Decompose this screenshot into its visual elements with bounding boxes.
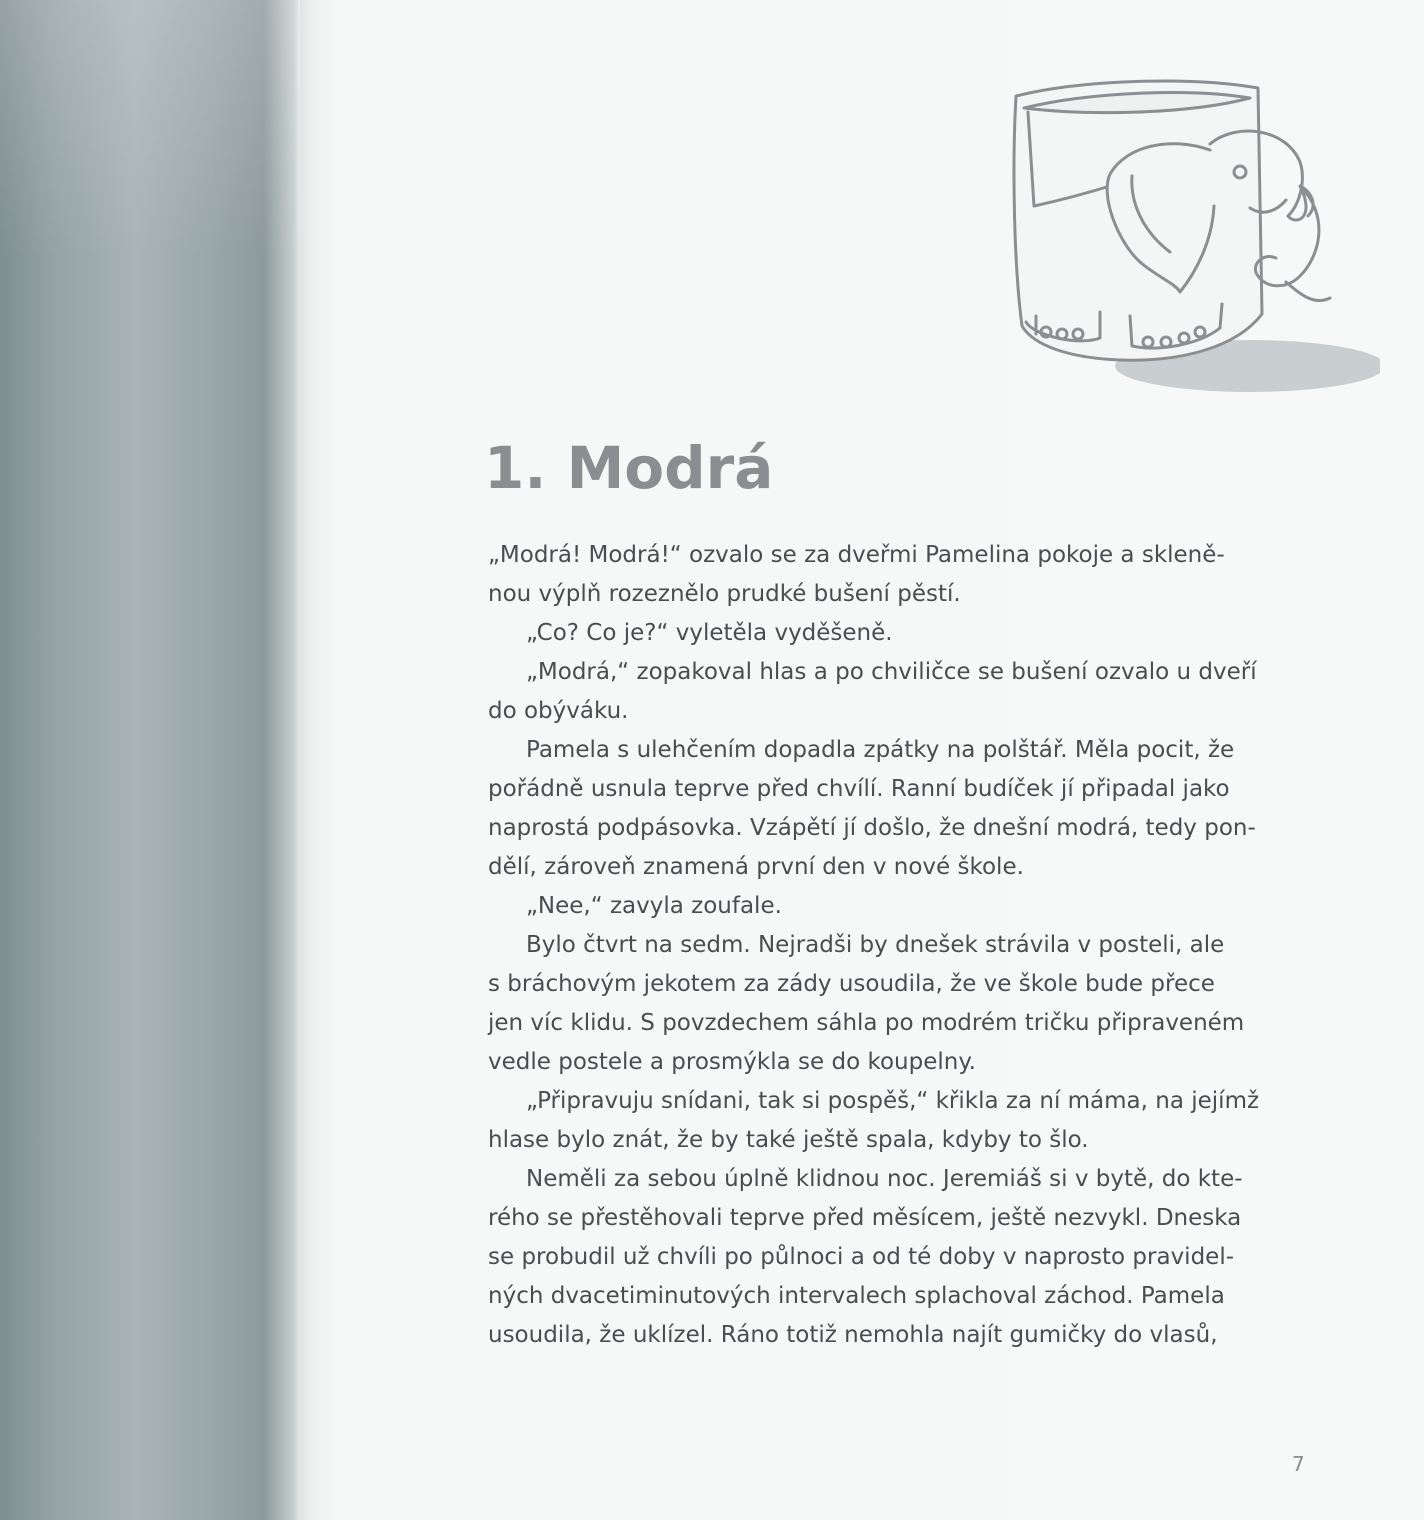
body-line: „Co? Co je?“ vyletěla vyděšeně. (526, 620, 893, 646)
body-line: Bylo čtvrt na sedm. Nejradši by dnešek strávila v posteli, ale (526, 932, 1225, 958)
body-line: se probudil už chvíli po půlnoci a od té doby v naprosto pravidel- (488, 1244, 1235, 1270)
body-line: vedle postele a prosmýkla se do koupelny. (488, 1049, 976, 1075)
body-line: naprostá podpásovka. Vzápětí jí došlo, že dnešní modrá, tedy pon- (488, 815, 1256, 841)
body-line: pořádně usnula teprve před chvílí. Ranní budíček jí připadal jako (488, 776, 1230, 802)
body-line: rého se přestěhovali teprve před měsícem, ještě nezvykl. Dneska (488, 1205, 1242, 1231)
body-line: „Modrá! Modrá!“ ozvalo se za dveřmi Pamelina pokoje a skleně- (488, 542, 1225, 568)
elephant-mug-illustration (1000, 66, 1380, 406)
body-line: usoudila, že uklízel. Ráno totiž nemohla najít gumičky do vlasů, (488, 1322, 1218, 1348)
book-cover (0, 0, 300, 1520)
body-line: „Nee,“ zavyla zoufale. (526, 893, 782, 919)
body-line: Pamela s ulehčením dopadla zpátky na polštář. Měla pocit, že (526, 737, 1235, 763)
cover-highlight (0, 0, 300, 260)
chapter-title: 1. Modrá (484, 434, 774, 502)
body-line: „Připravuju snídani, tak si pospěš,“ křikla za ní máma, na jejímž (526, 1088, 1260, 1114)
body-line: jen víc klidu. S povzdechem sáhla po modrém tričku připraveném (488, 1010, 1245, 1036)
body-line: ných dvacetiminutových intervalech splachoval záchod. Pamela (488, 1283, 1225, 1309)
body-line: nou výplň rozeznělo prudké bušení pěstí. (488, 581, 961, 607)
body-line: „Modrá,“ zopakoval hlas a po chviličce se bušení ozvalo u dveří (526, 659, 1257, 685)
body-line: do obýváku. (488, 698, 629, 724)
page-number: 7 (1292, 1452, 1305, 1476)
chapter-body (488, 536, 1288, 1355)
body-line: hlase bylo znát, že by také ještě spala, kdyby to šlo. (488, 1127, 1089, 1153)
body-line: dělí, zároveň znamená první den v nové škole. (488, 854, 1024, 880)
body-line: s bráchovým jekotem za zády usoudila, že ve škole bude přece (488, 971, 1215, 997)
body-line: Neměli za sebou úplně klidnou noc. Jeremiáš si v bytě, do kte- (526, 1166, 1243, 1192)
